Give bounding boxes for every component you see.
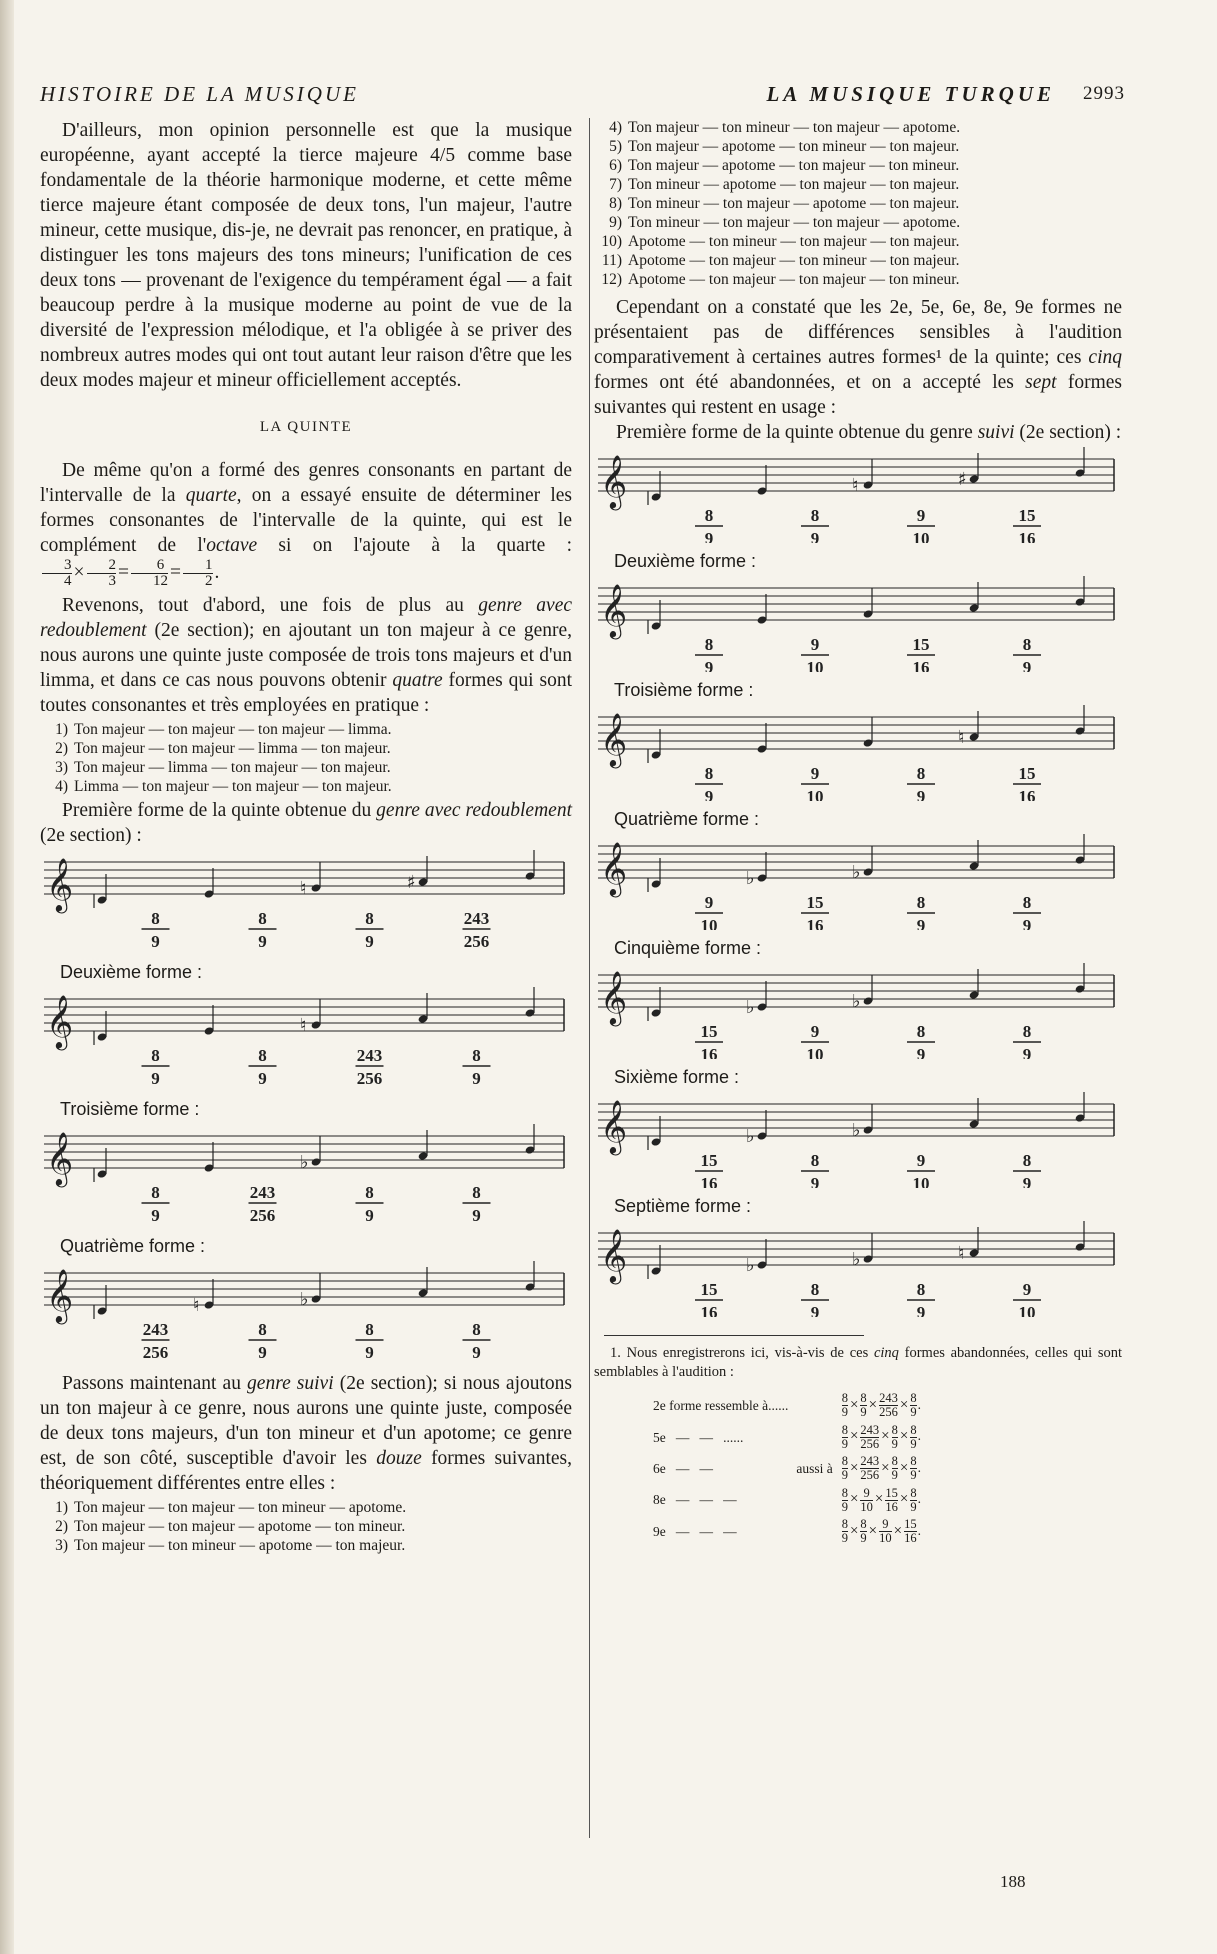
fraction: $\frac{243}{256}$: [879, 1391, 898, 1420]
ratio-numerator: 8: [1022, 635, 1032, 654]
ratio-denominator: 10: [912, 529, 930, 543]
fraction: $\frac{9}{10}$: [860, 1485, 873, 1514]
fraction: $\frac{8}{9}$: [910, 1454, 917, 1483]
ratio-numerator: 8: [258, 909, 267, 928]
list-item-text: Ton mineur — apotome — ton majeur — ton majeur.: [628, 176, 960, 193]
ratio-numerator: 8: [365, 909, 374, 928]
header-left: HISTOIRE DE LA MUSIQUE: [40, 82, 359, 106]
form-label: Quatrième forme :: [614, 809, 760, 829]
accidental-icon: ♭: [852, 1249, 861, 1270]
ratio-numerator: 8: [810, 1280, 820, 1299]
ratio-numerator: 8: [151, 1183, 160, 1202]
ratio-numerator: 8: [472, 1046, 481, 1065]
footnote-row: [649, 1453, 925, 1484]
form-label: Deuxième forme :: [60, 962, 203, 982]
accidental-icon: ♮: [958, 727, 965, 748]
ratio-numerator: 8: [704, 635, 714, 654]
footnote-row-product: $\frac{8}{9}$ × $\frac{9}{10}$ × $\frac{15}{16}$ × $\frac{8}{9}$ .: [841, 1485, 921, 1514]
list-item-text: Limma — ton majeur — ton majeur — ton majeur.: [74, 778, 392, 795]
ratio-denominator: 9: [916, 1303, 926, 1317]
treble-clef-icon: 𝄞: [600, 454, 628, 508]
fraction: $\frac{8}{9}$: [841, 1391, 848, 1420]
forms-list-1: [40, 720, 572, 796]
staff-left-3: [40, 1122, 572, 1228]
list-item: [40, 777, 572, 796]
accidental-icon: ♭: [300, 1289, 309, 1310]
footnote-row-aussi: [792, 1390, 836, 1421]
treble-clef-icon: 𝄞: [600, 712, 628, 766]
footnote-row-label: 2e forme ressemble à......: [653, 1398, 789, 1414]
form-label: Cinquième forme :: [614, 938, 762, 958]
accidental-icon: ♮: [852, 475, 859, 496]
list-item-text: Ton majeur — ton majeur — ton mineur — apotome.: [74, 1499, 407, 1516]
fraction: $\frac{15}{16}$: [904, 1517, 917, 1546]
page-footer-number: 188: [1000, 1872, 1026, 1891]
accidental-icon: ♮: [958, 1243, 965, 1264]
list-item-number: 3): [55, 759, 68, 776]
treble-clef-icon: 𝄞: [600, 583, 628, 637]
list-item: [594, 175, 1122, 194]
accidental-icon: ♭: [746, 1126, 755, 1147]
fraction: $\frac{8}{9}$: [841, 1422, 848, 1451]
column-divider: [589, 118, 590, 1838]
staff-right-1: [594, 445, 1122, 543]
ratio-denominator: 9: [151, 1069, 160, 1088]
accidental-icon: ♮: [193, 1295, 200, 1316]
ratio-numerator: 9: [916, 506, 926, 525]
ratio-numerator: 15: [700, 1151, 718, 1170]
ratio-numerator: 8: [810, 506, 820, 525]
list-item-number: 1): [55, 1499, 68, 1516]
footnote-row: [649, 1421, 925, 1452]
accidental-icon: ♭: [746, 868, 755, 889]
fraction: $\frac{243}{256}$: [860, 1422, 880, 1451]
ratio-denominator: 256: [249, 1206, 276, 1225]
treble-clef-icon: 𝄞: [600, 1228, 628, 1282]
treble-clef-icon: 𝄞: [600, 841, 628, 895]
ratio-denominator: 16: [1018, 787, 1036, 801]
list-item: [594, 251, 1122, 270]
fraction: $\frac{8}{9}$: [910, 1391, 917, 1420]
list-item-text: Apotome — ton mineur — ton majeur — ton majeur.: [628, 233, 960, 250]
ratio-denominator: 16: [1018, 529, 1036, 543]
form-label: Troisième forme :: [60, 1099, 200, 1119]
treble-clef-icon: 𝄞: [46, 994, 74, 1048]
ratio-denominator: 10: [912, 1174, 930, 1188]
ratio-denominator: 10: [806, 787, 824, 801]
footnote: 1. Nous enregistrerons ici, vis-à-vis de ces cinq formes abandonnées, celles qui sont semblables à l'audition :: [594, 1345, 1122, 1380]
ratio-denominator: 10: [806, 658, 824, 672]
fraction: $\frac{8}{9}$: [841, 1485, 848, 1514]
list-item-text: Apotome — ton majeur — ton majeur — ton mineur.: [628, 271, 960, 288]
ratio-denominator: 9: [810, 1174, 820, 1188]
treble-clef-icon: 𝄞: [46, 1131, 74, 1185]
forms-list-3: [594, 118, 1122, 289]
ratio-denominator: 16: [700, 1045, 718, 1059]
footnote-table: [649, 1390, 925, 1547]
footnote-row-aussi: aussi à: [796, 1461, 833, 1477]
ratio-numerator: 9: [916, 1151, 926, 1170]
ratio-numerator: 8: [704, 764, 714, 783]
treble-clef-icon: 𝄞: [600, 970, 628, 1024]
ratio-denominator: 256: [356, 1069, 383, 1088]
right-column: [594, 118, 1122, 1547]
footnote-row-product: $\frac{8}{9}$ × $\frac{243}{256}$ × $\frac{8}{9}$ × $\frac{8}{9}$ .: [841, 1422, 921, 1451]
ratio-denominator: 256: [463, 932, 490, 951]
header-right: LA MUSIQUE TURQUE: [766, 82, 1055, 106]
footnote-row-aussi: [792, 1484, 836, 1515]
forms-list-2: [40, 1498, 572, 1555]
accidental-icon: ♭: [852, 862, 861, 883]
ratio-denominator: 9: [810, 529, 820, 543]
form-label: Quatrième forme :: [60, 1236, 206, 1256]
binding-shadow: [0, 0, 14, 1954]
ratio-denominator: 9: [916, 787, 926, 801]
ratio-numerator: 8: [472, 1320, 481, 1339]
list-item: [40, 1498, 572, 1517]
list-item-number: 12): [601, 271, 622, 288]
staff-right-6: [594, 1090, 1122, 1188]
ratio-denominator: 9: [365, 1206, 374, 1225]
treble-clef-icon: 𝄞: [46, 1268, 74, 1322]
ratio-denominator: 9: [704, 658, 714, 672]
fraction: $\frac{8}{9}$: [910, 1422, 917, 1451]
accidental-icon: ♮: [300, 1015, 307, 1036]
fraction: $\frac{8}{9}$: [910, 1485, 917, 1514]
running-header: [40, 82, 1125, 108]
list-item-text: Ton majeur — ton mineur — ton majeur — apotome.: [628, 119, 961, 136]
list-item-text: Apotome — ton majeur — ton mineur — ton majeur.: [628, 252, 960, 269]
list-item: [594, 156, 1122, 175]
list-item: [594, 194, 1122, 213]
ratio-denominator: 9: [1022, 1045, 1032, 1059]
accidental-icon: ♯: [958, 469, 967, 490]
list-item: [40, 1517, 572, 1536]
ratio-denominator: 9: [916, 916, 926, 930]
accidental-icon: ♯: [407, 872, 416, 893]
footnote-row-product: $\frac{8}{9}$ × $\frac{8}{9}$ × $\frac{243}{256}$ × $\frac{8}{9}$ .: [841, 1391, 921, 1420]
footnote-row-aussi: [792, 1516, 836, 1547]
list-item-text: Ton majeur — limma — ton majeur — ton majeur.: [74, 759, 391, 776]
list-item-number: 5): [609, 138, 622, 155]
ratio-denominator: 9: [365, 1343, 374, 1362]
ratio-denominator: 9: [1022, 916, 1032, 930]
list-item: [40, 739, 572, 758]
ratio-denominator: 16: [700, 1303, 718, 1317]
footnote-row: [649, 1484, 925, 1515]
footnote-row-label: 5e — — ......: [653, 1429, 744, 1445]
ratio-denominator: 9: [151, 1206, 160, 1225]
ratio-denominator: 9: [258, 932, 267, 951]
staff-right-3: [594, 703, 1122, 801]
form-label: Septième forme :: [614, 1196, 752, 1216]
list-item-number: 7): [609, 176, 622, 193]
staff-right-5: [594, 961, 1122, 1059]
left-column: [40, 118, 572, 1557]
ratio-numerator: 9: [810, 764, 820, 783]
paragraph-first-form: Première forme de la quinte obtenue du genre avec redoublement (2e section) :: [40, 800, 572, 846]
paragraph-first-form-suivi: Première forme de la quinte obtenue du genre suivi (2e section) :: [616, 422, 1122, 443]
footnote-row-product: $\frac{8}{9}$ × $\frac{8}{9}$ × $\frac{9}{10}$ × $\frac{15}{16}$ .: [841, 1517, 921, 1546]
header-page-number: 2993: [1083, 83, 1125, 104]
form-label: Troisième forme :: [614, 680, 754, 700]
list-item-number: 3): [55, 1537, 68, 1554]
ratio-numerator: 243: [463, 909, 490, 928]
fraction: $\frac{8}{9}$: [841, 1517, 848, 1546]
fraction: $\frac{8}{9}$: [891, 1454, 898, 1483]
ratio-numerator: 9: [810, 635, 820, 654]
ratio-denominator: 9: [704, 529, 714, 543]
ratio-denominator: 9: [1022, 1174, 1032, 1188]
section-title: LA QUINTE: [259, 419, 353, 435]
accidental-icon: ♭: [746, 1255, 755, 1276]
footnote-row-label: 8e — — —: [653, 1492, 737, 1508]
ratio-denominator: 9: [704, 787, 714, 801]
list-item-number: 9): [609, 214, 622, 231]
ratio-denominator: 9: [810, 1303, 820, 1317]
form-label: Sixième forme :: [614, 1067, 740, 1087]
ratio-numerator: 8: [365, 1320, 374, 1339]
ratio-numerator: 15: [806, 893, 824, 912]
paragraph-cependant: Cependant on a constaté que les 2e, 5e, 6e, 8e, 9e formes ne présentaient pas de différences sensibles à l'audition comparativement à certaines autres formes¹ de la quinte; ces cinq formes ont été abandonnées, et on a accepté les sept formes suivantes qui restent en usage :: [594, 297, 1122, 418]
fraction: $\frac{8}{9}$: [860, 1391, 867, 1420]
intro-paragraph: D'ailleurs, mon opinion personnelle est que la musique européenne, ayant accepté la tierce majeure 4/5 comme base fondamentale de la théorie harmonique moderne, et cette même tierce majeure étant composée de deux tons, l'un majeur, l'autre mineur, cette musique, dis-je, ne devrait pas renoncer, en pratique, à distinguer les tons majeurs des tons mineurs; l'unification de ces deux tons — provenant de l'exigence du tempérament égal — a fait beaucoup perdre à la musique moderne au point de vue de la diversité de l'expression mélodique, et l'a obligée à se priver des nombreux autres modes qui ont tout autant leur raison d'être que les deux modes majeur et mineur officiellement acceptés.: [40, 120, 572, 391]
ratio-numerator: 8: [472, 1183, 481, 1202]
ratio-denominator: 9: [258, 1069, 267, 1088]
accidental-icon: ♭: [300, 1152, 309, 1173]
ratio-numerator: 15: [1018, 506, 1036, 525]
list-item: [594, 118, 1122, 137]
treble-clef-icon: 𝄞: [46, 857, 74, 911]
fraction: $\frac{9}{10}$: [879, 1517, 892, 1546]
list-item: [40, 720, 572, 739]
staff-right-2: [594, 574, 1122, 672]
ratio-numerator: 8: [151, 1046, 160, 1065]
ratio-numerator: 243: [249, 1183, 276, 1202]
footnote-row: [649, 1390, 925, 1421]
accidental-icon: ♭: [852, 1120, 861, 1141]
ratio-numerator: 8: [916, 1280, 926, 1299]
ratio-denominator: 9: [916, 1045, 926, 1059]
list-item-text: Ton majeur — ton majeur — limma — ton majeur.: [74, 740, 391, 757]
list-item-number: 1): [55, 721, 68, 738]
ratio-numerator: 9: [1022, 1280, 1032, 1299]
ratio-numerator: 8: [916, 1022, 926, 1041]
list-item: [594, 232, 1122, 251]
fraction: $\frac{8}{9}$: [841, 1454, 848, 1483]
list-item-text: Ton majeur — ton majeur — ton majeur — limma.: [74, 721, 392, 738]
list-item-number: 11): [601, 252, 622, 269]
list-item-number: 6): [609, 157, 622, 174]
list-item-text: Ton majeur — ton majeur — apotome — ton mineur.: [74, 1518, 406, 1535]
accidental-icon: ♮: [300, 878, 307, 899]
ratio-numerator: 8: [1022, 1022, 1032, 1041]
staff-left-4: [40, 1259, 572, 1365]
ratio-denominator: 9: [151, 932, 160, 951]
ratio-numerator: 243: [356, 1046, 383, 1065]
ratio-denominator: 10: [1018, 1303, 1036, 1317]
list-item-number: 10): [601, 233, 622, 250]
list-item-text: Ton mineur — ton majeur — apotome — ton majeur.: [628, 195, 960, 212]
ratio-numerator: 15: [700, 1280, 718, 1299]
staff-left-2: [40, 985, 572, 1091]
footnote-row-product: $\frac{8}{9}$ × $\frac{243}{256}$ × $\frac{8}{9}$ × $\frac{8}{9}$ .: [841, 1454, 921, 1483]
ratio-numerator: 15: [1018, 764, 1036, 783]
list-item: [594, 270, 1122, 289]
footnote-row-label: 6e — —: [653, 1461, 713, 1477]
ratio-numerator: 15: [700, 1022, 718, 1041]
ratio-denominator: 16: [700, 1174, 718, 1188]
ratio-numerator: 243: [142, 1320, 169, 1339]
ratio-denominator: 9: [472, 1069, 481, 1088]
ratio-denominator: 256: [142, 1343, 169, 1362]
ratio-numerator: 9: [704, 893, 714, 912]
footnote-rule: [604, 1335, 864, 1336]
fraction: $\frac{8}{9}$: [891, 1422, 898, 1451]
ratio-numerator: 8: [1022, 893, 1032, 912]
ratio-numerator: 15: [912, 635, 930, 654]
ratio-numerator: 8: [704, 506, 714, 525]
ratio-numerator: 8: [258, 1320, 267, 1339]
ratio-denominator: 10: [700, 916, 718, 930]
ratio-numerator: 8: [810, 1151, 820, 1170]
ratio-denominator: 9: [258, 1343, 267, 1362]
list-item-number: 2): [55, 740, 68, 757]
staff-right-7: [594, 1219, 1122, 1317]
paragraph-genre-suivi: Passons maintenant au genre suivi (2e section); si nous ajoutons un ton majeur à ce genre, nous aurons une quinte juste, composée de deux tons majeurs, d'un ton mineur et d'un apotome; ce genre est, de son côté, susceptible d'avoir les douze formes suivantes, théoriquement différentes entre elles :: [40, 1373, 572, 1494]
list-item: [40, 758, 572, 777]
footnote-row-aussi: [792, 1421, 836, 1452]
fraction: $\frac{15}{16}$: [885, 1485, 898, 1514]
list-item-number: 4): [609, 119, 622, 136]
ratio-denominator: 10: [806, 1045, 824, 1059]
ratio-numerator: 8: [916, 893, 926, 912]
ratio-denominator: 9: [472, 1343, 481, 1362]
ratio-denominator: 16: [912, 658, 930, 672]
ratio-numerator: 8: [1022, 1151, 1032, 1170]
ratio-numerator: 8: [365, 1183, 374, 1202]
ratio-denominator: 9: [1022, 658, 1032, 672]
ratio-numerator: 8: [258, 1046, 267, 1065]
accidental-icon: ♭: [746, 997, 755, 1018]
paragraph-quinte: De même qu'on a formé des genres consonants en partant de l'intervalle de la quarte, on a essayé ensuite de déterminer les formes consonantes de l'intervalle de la quinte, qui est le complément de l'octave si on l'ajoute à la quarte : $\frac{3}{4}$ × $\frac{2}{3}$ = $\frac{6}{12}$ = $\frac{1}{2}$ .: [40, 460, 572, 589]
form-label: Deuxième forme :: [614, 551, 757, 571]
ratio-denominator: 9: [365, 932, 374, 951]
accidental-icon: ♭: [852, 991, 861, 1012]
list-item-number: 4): [55, 778, 68, 795]
list-item-text: Ton majeur — ton mineur — apotome — ton majeur.: [74, 1537, 406, 1554]
fraction: $\frac{243}{256}$: [860, 1454, 880, 1483]
ratio-numerator: 9: [810, 1022, 820, 1041]
ratio-numerator: 8: [916, 764, 926, 783]
footnote-row: [649, 1516, 925, 1547]
list-item: [594, 213, 1122, 232]
list-item-text: Ton majeur — apotome — ton mineur — ton majeur.: [628, 138, 960, 155]
equation: $\frac{3}{4}$ × $\frac{2}{3}$ = $\frac{6}{12}$ = $\frac{1}{2}$ .: [40, 562, 219, 583]
list-item-text: Ton majeur — apotome — ton majeur — ton mineur.: [628, 157, 960, 174]
staff-left-1: [40, 848, 572, 954]
treble-clef-icon: 𝄞: [600, 1099, 628, 1153]
ratio-denominator: 9: [472, 1206, 481, 1225]
paragraph-redoublement: Revenons, tout d'abord, une fois de plus au genre avec redoublement (2e section); en ajoutant un ton majeur à ce genre, nous aurons une quinte juste composée de trois tons majeurs et d'un limma, et dans ce cas nous pouvons obtenir quatre formes qui sont toutes consonantes et très employées en pratique :: [40, 595, 572, 716]
ratio-numerator: 8: [151, 909, 160, 928]
footnote-row-label: 9e — — —: [653, 1523, 737, 1539]
fraction: $\frac{8}{9}$: [860, 1517, 867, 1546]
ratio-denominator: 16: [806, 916, 824, 930]
staff-right-4: [594, 832, 1122, 930]
list-item: [594, 137, 1122, 156]
list-item-number: 2): [55, 1518, 68, 1535]
list-item: [40, 1536, 572, 1555]
list-item-text: Ton mineur — ton majeur — ton majeur — apotome.: [628, 214, 961, 231]
list-item-number: 8): [609, 195, 622, 212]
